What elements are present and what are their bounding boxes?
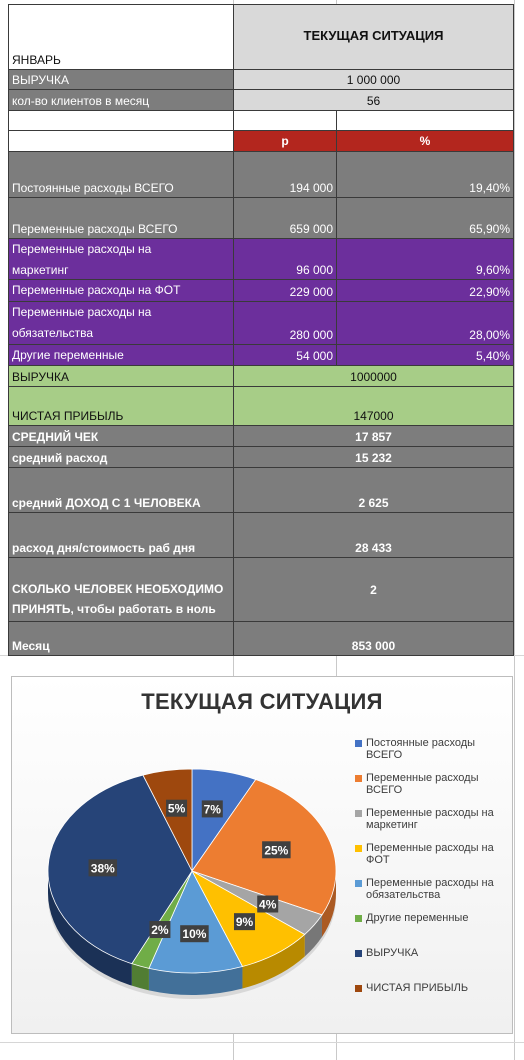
legend-item: [355, 807, 513, 842]
obligations-pct-cell[interactable]: [336, 301, 514, 345]
gridline: [0, 1042, 524, 1043]
data-label: 5%: [167, 801, 186, 816]
col-header-rub[interactable]: [233, 130, 337, 152]
legend-swatch: [355, 740, 362, 747]
revenue-value-cell[interactable]: [233, 69, 514, 90]
col-rub-label: р: [281, 134, 289, 148]
other-pct-cell[interactable]: [336, 344, 514, 366]
row-rub: 229 000: [289, 285, 333, 299]
people-value-cell[interactable]: [233, 557, 514, 622]
day-cost-label-cell[interactable]: [8, 512, 234, 558]
revenue2-label-cell[interactable]: [8, 365, 234, 387]
avg-income-label-cell[interactable]: [8, 467, 234, 513]
fixed-costs-pct-cell[interactable]: [336, 151, 514, 198]
legend-label: Переменные расходы на маркетинг: [366, 807, 494, 831]
data-label: 9%: [235, 915, 254, 930]
legend-swatch: [355, 810, 362, 817]
clients-value-cell[interactable]: [233, 89, 514, 111]
data-label: 38%: [90, 861, 115, 876]
col-pct-label: %: [419, 134, 431, 148]
row-pct: 5,40%: [475, 349, 510, 363]
avg-cost-value: 15 232: [355, 451, 392, 465]
header-title: ТЕКУЩАЯ СИТУАЦИЯ: [303, 28, 444, 43]
day-cost-value-cell[interactable]: [233, 512, 514, 558]
payroll-rub-cell[interactable]: [233, 279, 337, 302]
payroll-pct-cell[interactable]: [336, 279, 514, 302]
avg-check-value: 17 857: [355, 430, 392, 444]
row-rub: 96 000: [296, 263, 333, 277]
marketing-pct-cell[interactable]: [336, 238, 514, 280]
avg-cost-label-cell[interactable]: [8, 446, 234, 468]
legend-label: Переменные расходы на обязательства: [366, 877, 494, 901]
legend-swatch: [355, 880, 362, 887]
month-cell[interactable]: [8, 4, 234, 70]
marketing-label-cell[interactable]: [8, 238, 234, 280]
avg-cost-value-cell[interactable]: [233, 446, 514, 468]
row-rub: 54 000: [296, 349, 333, 363]
profit-label: ЧИСТАЯ ПРИБЫЛЬ: [12, 409, 124, 423]
month-total-value-cell[interactable]: [233, 621, 514, 656]
day-cost-label: расход дня/стоимость раб дня: [12, 541, 196, 555]
legend-swatch: [355, 845, 362, 852]
row-rub: 659 000: [289, 222, 333, 236]
data-label: 4%: [259, 897, 277, 912]
people-value: 2: [370, 583, 377, 597]
legend-label: Переменные расходы ВСЕГО: [366, 772, 479, 796]
profit-value: 147000: [353, 409, 394, 423]
row-pct: 65,90%: [469, 222, 510, 236]
month-total-label-cell[interactable]: [8, 621, 234, 656]
legend-item: [355, 772, 513, 807]
variable-costs-label-cell[interactable]: [8, 197, 234, 239]
row-label: Другие переменные: [12, 348, 124, 362]
pie-chart-panel[interactable]: [11, 676, 513, 1034]
data-label: 2%: [151, 923, 169, 938]
legend-label: ВЫРУЧКА: [366, 947, 419, 959]
fixed-costs-label-cell[interactable]: [8, 151, 234, 198]
people-label-cell[interactable]: [8, 557, 234, 622]
empty-cell[interactable]: [8, 110, 234, 131]
row-label: Переменные расходы на маркетинг: [12, 242, 152, 277]
avg-check-label: СРЕДНИЙ ЧЕК: [12, 430, 99, 444]
avg-income-value: 2 625: [358, 496, 389, 510]
avg-check-label-cell[interactable]: [8, 425, 234, 447]
legend-swatch: [355, 950, 362, 957]
row-rub: 280 000: [289, 328, 333, 342]
row-label: Постоянные расходы ВСЕГО: [12, 181, 174, 195]
month-label: ЯНВАРЬ: [12, 53, 61, 67]
legend-label: Другие переменные: [366, 912, 469, 924]
fixed-costs-rub-cell[interactable]: [233, 151, 337, 198]
header-cell[interactable]: [233, 4, 514, 70]
chart-title: ТЕКУЩАЯ СИТУАЦИЯ: [141, 689, 383, 714]
clients-value: 56: [366, 94, 381, 108]
row-pct: 9,60%: [475, 263, 510, 277]
data-label: 25%: [264, 843, 289, 858]
row-pct: 22,90%: [469, 285, 510, 299]
avg-cost-label: средний расход: [12, 451, 108, 465]
clients-label-cell[interactable]: [8, 89, 234, 111]
marketing-rub-cell[interactable]: [233, 238, 337, 280]
profit-label-cell[interactable]: [8, 386, 234, 426]
legend-swatch: [355, 775, 362, 782]
revenue-value: 1 000 000: [346, 73, 401, 87]
other-label-cell[interactable]: [8, 344, 234, 366]
profit-value-cell[interactable]: [233, 386, 514, 426]
people-label: СКОЛЬКО ЧЕЛОВЕК НЕОБХОДИМО ПРИНЯТЬ, чтобы работать в ноль: [12, 582, 224, 616]
obligations-rub-cell[interactable]: [233, 301, 337, 345]
empty-cell[interactable]: [336, 110, 514, 131]
obligations-label-cell[interactable]: [8, 301, 234, 345]
legend-label: ЧИСТАЯ ПРИБЫЛЬ: [366, 982, 469, 994]
avg-check-value-cell[interactable]: [233, 425, 514, 447]
clients-label: кол-во клиентов в месяц: [12, 94, 150, 108]
legend-item: [355, 982, 513, 1017]
day-cost-value: 28 433: [355, 541, 392, 555]
legend-item: [355, 737, 513, 772]
data-label: 7%: [203, 802, 221, 817]
avg-income-value-cell[interactable]: [233, 467, 514, 513]
payroll-label-cell[interactable]: [8, 279, 234, 302]
other-rub-cell[interactable]: [233, 344, 337, 366]
variable-costs-pct-cell[interactable]: [336, 197, 514, 239]
legend-item: [355, 877, 513, 912]
row-pct: 19,40%: [469, 181, 510, 195]
row-label: Переменные расходы на обязательства: [12, 305, 152, 340]
legend-item: [355, 947, 513, 982]
gridline: [514, 0, 515, 1060]
revenue2-label: ВЫРУЧКА: [12, 370, 69, 384]
month-total-label: Месяц: [12, 639, 50, 653]
legend-item: [355, 842, 513, 877]
empty-cell[interactable]: [8, 130, 234, 152]
row-pct: 28,00%: [469, 328, 510, 342]
legend-swatch: [355, 985, 362, 992]
variable-costs-rub-cell[interactable]: [233, 197, 337, 239]
row-label: Переменные расходы ВСЕГО: [12, 222, 178, 236]
chart-legend: [355, 737, 513, 1017]
legend-item: [355, 912, 513, 947]
revenue-label: ВЫРУЧКА: [12, 73, 69, 87]
revenue-label-cell[interactable]: [8, 69, 234, 90]
data-label: 10%: [182, 927, 207, 942]
row-rub: 194 000: [289, 181, 333, 195]
revenue2-value: 1000000: [350, 370, 397, 384]
empty-cell[interactable]: [233, 110, 337, 131]
col-header-pct[interactable]: [336, 130, 514, 152]
legend-swatch: [355, 915, 362, 922]
legend-label: Переменные расходы на ФОТ: [366, 842, 494, 866]
legend-label: Постоянные расходы ВСЕГО: [366, 737, 476, 761]
row-label: Переменные расходы на ФОТ: [12, 283, 181, 297]
revenue2-value-cell[interactable]: [233, 365, 514, 387]
month-total-value: 853 000: [351, 639, 396, 653]
avg-income-label: средний ДОХОД С 1 ЧЕЛОВЕКА: [12, 496, 201, 510]
